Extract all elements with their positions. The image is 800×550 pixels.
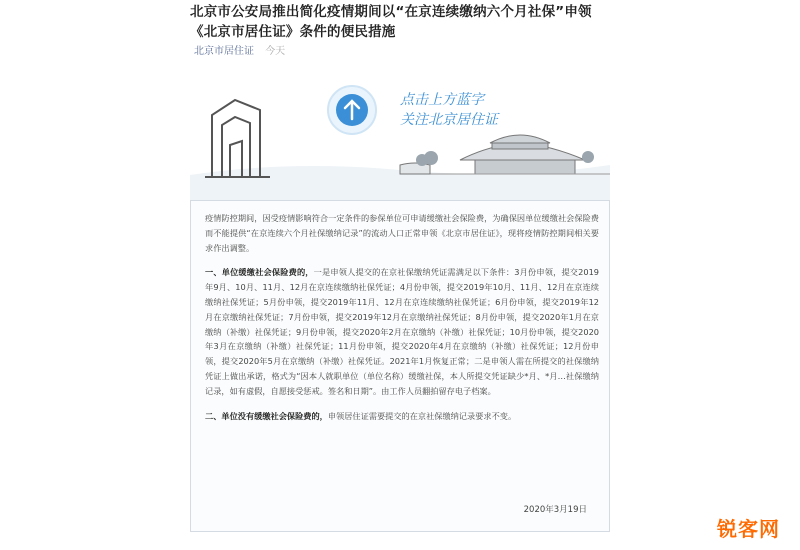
banner-line-2: 关注北京居住证 (400, 112, 498, 128)
author-link[interactable]: 北京市居住证 (194, 46, 254, 57)
banner-text (400, 90, 498, 130)
section-2-heading: 二、单位没有缓缴社会保险费的， (205, 410, 328, 421)
notice-section-2 (205, 409, 599, 424)
article (190, 0, 610, 550)
building-icon (205, 100, 270, 177)
follow-banner (190, 65, 610, 200)
publish-time: 今天 (265, 46, 286, 57)
banner-line-1: 点击上方蓝字 (400, 92, 484, 108)
article-title (190, 2, 610, 42)
notice-panel (190, 200, 610, 532)
title-line-1: 北京市公安局推出简化疫情期间以“在京连续缴纳六个月社保”申领 (190, 4, 592, 20)
article-meta (194, 42, 285, 57)
site-watermark: 锐客网 (717, 517, 780, 541)
arrow-up-icon (328, 86, 376, 134)
section-1-body: 一是申领人提交的在京社保缴纳凭证需满足以下条件：3月份申领，提交2019年9月、10月、11月、12月在京连续缴纳社保凭证；4月份申领，提交2019年10月、11月、12月在京连续缴纳社保凭证；5月份申领，提交2019年11月、12月在京连续缴纳社保凭证；6月份申领，提交2019年12月在京缴纳社保凭证；7月份申领，提交2019年12月在京缴纳社保凭证；8月份申领，提交2020年1月在京缴纳（补缴）社保凭证；9月份申领，提交2020年2月在京缴纳（补缴）社保凭证；10月份申领，提交2020年3月在京缴纳（补缴）社保凭证；11月份申领，提交2020年4月在京缴纳（补缴）社保凭证；12月份申领，提交2020年5月在京缴纳（补缴）社保凭证。2021年1月恢复正常；二是申领人需在所提交的社保缴纳凭证上做出承诺，格式为“因本人就职单位（单位名称）缓缴社保，本人所提交凭证缺少*月、*月…社保缴纳记录，如有虚假，自愿接受惩戒。签名和日期”。由工作人员翻拍留存电子档案。 (205, 267, 599, 396)
notice-intro: 疫情防控期间，因受疫情影响符合一定条件的参保单位可申请缓缴社会保险费，为确保因单位缓缴社会保险费而不能提供“在京连续六个月社保缴纳记录”的流动人口正常申领《北京市居住证》，现将疫情防控期间相关要求作出调整。 (205, 213, 599, 253)
section-1-heading: 一、单位缓缴社会保险费的， (205, 267, 314, 278)
banner-illustration (190, 65, 610, 200)
section-2-body: 申领居住证需要提交的在京社保缴纳记录要求不变。 (327, 410, 517, 421)
notice-date: 2020年3月19日 (523, 505, 587, 515)
notice-section-1 (205, 265, 599, 398)
title-line-2: 《北京市居住证》条件的便民措施 (190, 24, 396, 40)
